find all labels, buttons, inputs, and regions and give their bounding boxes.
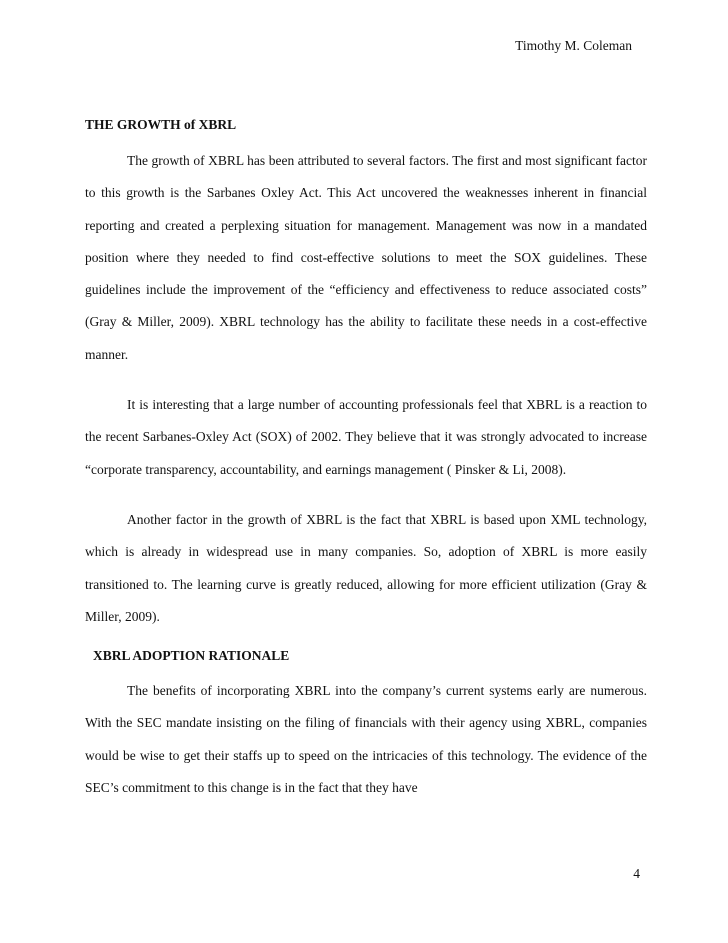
paragraph-sox-reaction: It is interesting that a large number of accounting professionals feel that XBRL is a reaction to the recent Sarbanes-Oxley Act (SOX) of 2002. They believe that it was strongly advocated to increase “corporate transparency, accountability, and earnings management ( Pinsker & Li, 2008). — [85, 397, 647, 477]
paragraph-growth-factors: The growth of XBRL has been attributed to several factors. The first and most significant factor to this growth is the Sarbanes Oxley Act. This Act uncovered the weaknesses inherent in financial reporting and created a perplexing situation for management. Management was now in a mandated position where they needed to find cost-effective solutions to meet the SOX guidelines. These guidelines include the improvement of the “efficiency and effectiveness to reduce associated costs” (Gray & Miller, 2009). XBRL technology has the ability to facilitate these needs in a cost-effective manner. — [85, 153, 647, 362]
section-heading-growth-of-xbrl: THE GROWTH of XBRL — [85, 117, 237, 132]
paragraph-adoption-benefits: The benefits of incorporating XBRL into the company’s current systems early are numerous. With the SEC mandate insisting on the filing of financials with their agency using XBRL, companies would be wise to get their staffs up to speed on the intricacies of this technology. The evidence of the SEC’s commitment to this change is in the fact that they have — [85, 683, 647, 796]
document-body — [85, 115, 647, 804]
section-heading-adoption-rationale: XBRL ADOPTION RATIONALE — [93, 648, 290, 664]
running-header-author: Timothy M. Coleman — [515, 38, 632, 53]
paragraph-xml-technology: Another factor in the growth of XBRL is the fact that XBRL is based upon XML technology, which is already in widespread use in many companies. So, adoption of XBRL is more easily transitioned to. The learning curve is greatly reduced, allowing for more efficient utilization (Gray & Miller, 2009). — [85, 511, 647, 624]
page-number: 4 — [633, 866, 640, 881]
